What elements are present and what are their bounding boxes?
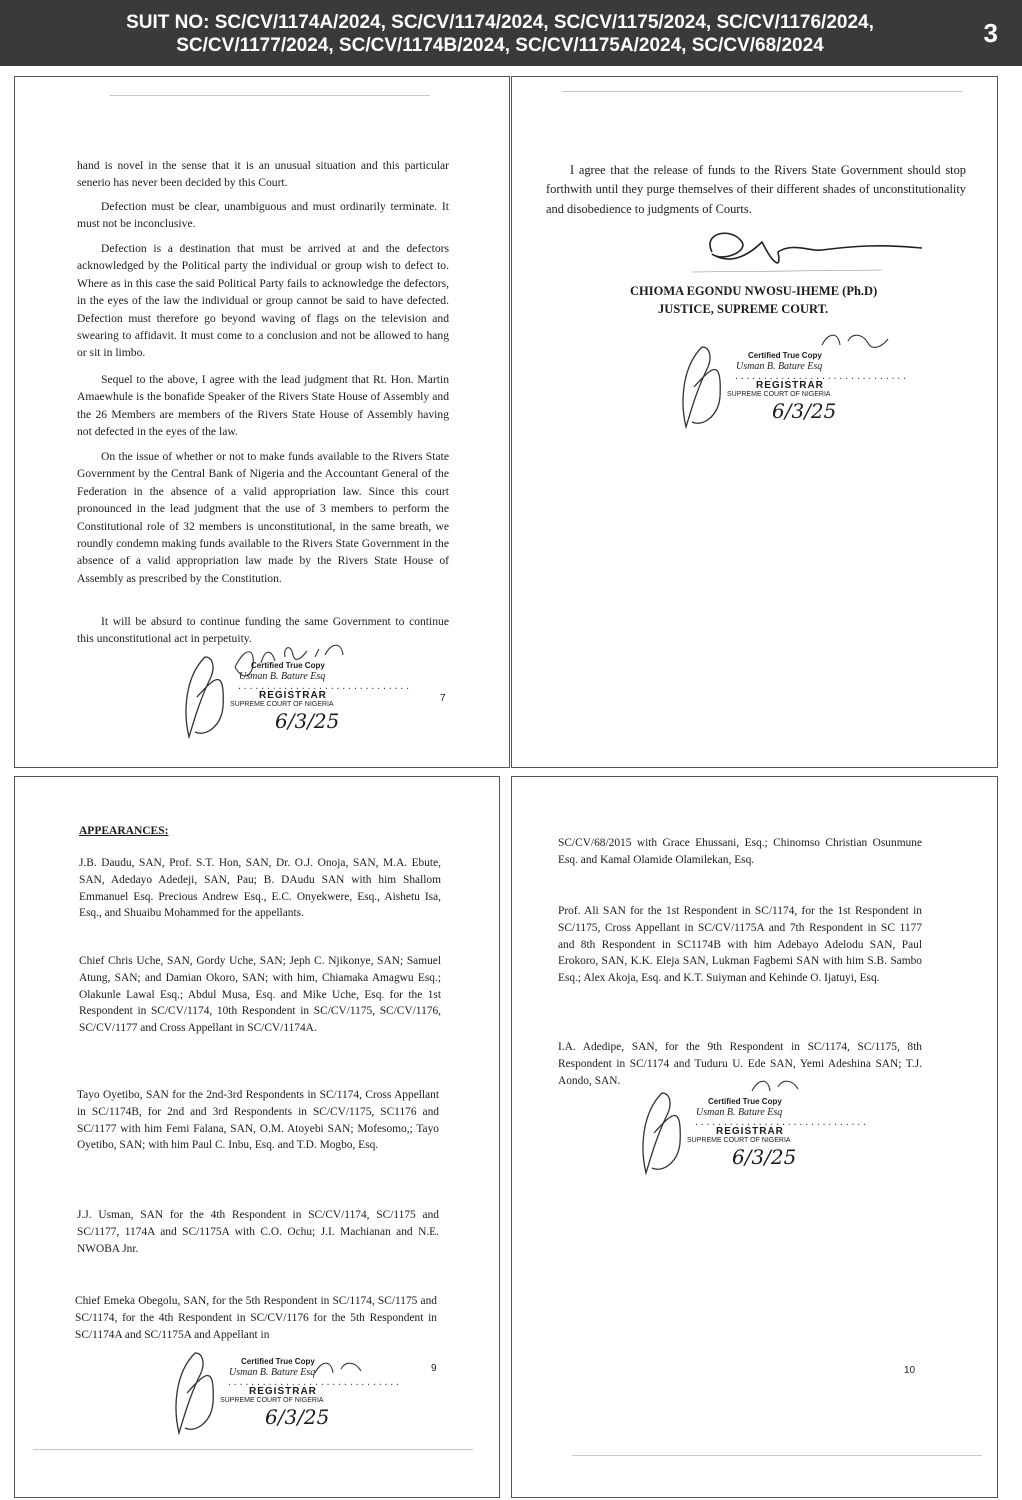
page-7-paragraph-2: Defection must be clear, unambiguous and must ordinarily terminate. It must not be inconclusive. xyxy=(77,200,449,231)
stamp-court-label: SUPREME COURT OF NIGERIA xyxy=(220,1397,324,1404)
appearance-block-2: Chief Chris Uche, SAN, Gordy Uche, SAN; Jeph C. Njikonye, SAN; Samuel Atung, SAN; and Damian Okoro, SAN; with him, Chiamaka Amagwu Esq.; Olakunle Lawal Esq.; Abdul Musa, Esq. and Mike Uche, Esq. for the 1st Respondent in SC/CV/1174, 10th Respondent in SC/CV/1175, SC/CV/1176, SC/CV/1177 and Cross Appellant in SC/CV/1174A. xyxy=(79,955,441,1035)
stamp-date: 6/3/25 xyxy=(275,709,340,733)
stamp-registrar-name: Usman B. Bature Esq xyxy=(736,361,823,372)
stamp-certified-label: Certified True Copy xyxy=(708,1097,782,1106)
appearance-block-3: Tayo Oyetibo, SAN for the 2nd-3rd Respondents in SC/1174, Cross Appellant in SC/1174B, for 2nd and 3rd Respondents in SC/CV/1175, SC1176 and SC/1177 with him Femi Falana, SAN, O.M. Atoyebi SAN; Mofesomo,; Tayo Oyetibo, SAN; with him Paul C. Inbu, Esq. and T.D. Mogbo, Esq. xyxy=(77,1089,439,1152)
page-7-paragraph-5: On the issue of whether or not to make funds available to the Rivers State Government by the Central Bank of Nigeria and the Accountant General of the Federation in the absence of a valid appropriation law. Since this court pronounced in the lead judgment that the use of 3 members to perform the Constitutional role of 32 members is unconstitutional, in the same breath, we roundly condemn making funds available to the Rivers State Government in the absence of a valid appropriation law made by the Rivers State House of Assembly as prescribed by the Constitution. xyxy=(77,450,449,585)
suit-number-banner xyxy=(0,0,1022,66)
page-10-bottom-rule xyxy=(572,1455,982,1456)
page-9-number: 9 xyxy=(431,1363,437,1374)
page-7-panel xyxy=(14,76,510,768)
stamp-date: 6/3/25 xyxy=(732,1145,797,1169)
stamp-date: 6/3/25 xyxy=(772,399,837,423)
stamp-dotted-line: .............................. xyxy=(694,1119,869,1128)
appearance-block-6: SC/CV/68/2015 with Grace Ehussani, Esq.; Chinomso Christian Osunmune Esq. and Kamal Olamide Olamilekan, Esq. xyxy=(558,837,922,866)
stamp-registrar-label: REGISTRAR xyxy=(259,690,327,701)
certified-true-copy-stamp xyxy=(165,1333,402,1448)
stamp-registrar-label: REGISTRAR xyxy=(716,1126,784,1137)
page-7-paragraph-1: hand is novel in the sense that it is an unusual situation and this particular senerio has never been decided by this Court. xyxy=(77,159,449,190)
page-8-panel xyxy=(511,76,998,768)
stamp-registrar-name: Usman B. Bature Esq xyxy=(696,1107,783,1118)
banner-page-number: 3 xyxy=(983,18,998,48)
appearance-block-8: I.A. Adedipe, SAN, for the 9th Respondent in SC/1174, SC/1175, 8th Respondent in SC/1174 and Tuduru U. Ede SAN, Yemi Adeshina SAN; T.J. Aondo, SAN. xyxy=(558,1041,922,1087)
stamp-dotted-line: .............................. xyxy=(227,1379,402,1388)
stamp-dotted-line: .............................. xyxy=(237,683,412,692)
stamp-court-label: SUPREME COURT OF NIGERIA xyxy=(687,1137,791,1144)
page-10-number: 10 xyxy=(904,1365,916,1376)
stamp-certified-label: Certified True Copy xyxy=(241,1357,315,1366)
judge-name: CHIOMA EGONDU NWOSU-IHEME (Ph.D) xyxy=(630,284,878,298)
page-9-bottom-rule xyxy=(33,1449,473,1450)
stamp-certified-label: Certified True Copy xyxy=(748,351,822,360)
page-7-number: 7 xyxy=(440,693,446,704)
judge-title: JUSTICE, SUPREME COURT. xyxy=(658,302,829,316)
page-7-paragraph-6: It will be absurd to continue funding the same Government to continue this unconstitutional act in perpetuity. xyxy=(77,615,449,646)
certified-true-copy-stamp xyxy=(632,1073,869,1188)
appearance-block-7: Prof. Ali SAN for the 1st Respondent in SC/1174, for the 1st Respondent in SC/1175, Cross Appellant in SC/CV/1175A and 7th Respondent in SC 1177 and 8th Respondent in SC1174B with him Adebayo Adelodu SAN, Paul Erokoro, SAN, K.K. Eleja SAN, Lukman Fagbemi SAN with him S.B. Sambo Esq.; Alex Akoja, Esq. and K.T. Suiyman and Kehinde O. Ijatuyi, Esq. xyxy=(558,905,922,985)
stamp-court-label: SUPREME COURT OF NIGERIA xyxy=(230,701,334,708)
appearance-block-4: J.J. Usman, SAN for the 4th Respondent in SC/CV/1174, SC/1175 and SC/1177, 1174A and SC/1175A with C.O. Ochu; J.I. Machianan and N.E. NWOBA Jnr. xyxy=(77,1209,439,1255)
stamp-court-label: SUPREME COURT OF NIGERIA xyxy=(727,391,831,398)
appearances-heading: APPEARANCES: xyxy=(79,825,169,837)
appearance-block-1: J.B. Daudu, SAN, Prof. S.T. Hon, SAN, Dr. O.J. Onoja, SAN, M.A. Ebute, SAN, Adedayo Adedeji, SAN, Pau; B. DAudu SAN with him Shallom Emmanuel Esq. Precious Andrew Esq., E.C. Onyekwere, Esq., Aishetu Isa, Esq., and Shuaibu Mohammed for the appellants. xyxy=(79,857,441,920)
appearance-block-5: Chief Emeka Obegolu, SAN, for the 5th Respondent in SC/1174, SC/1175 and SC/1174, for the 4th Respondent in SC/CV/1176 for the 5th Respondent in SC/1174A and SC/1175A and Appellant in xyxy=(75,1295,437,1341)
page-8-top-rule xyxy=(562,91,962,92)
stamp-registrar-label: REGISTRAR xyxy=(249,1386,317,1397)
banner-title xyxy=(40,11,960,57)
stamp-registrar-label: REGISTRAR xyxy=(756,380,824,391)
stamp-date: 6/3/25 xyxy=(265,1405,330,1429)
banner-line-1: SUIT NO: SC/CV/1174A/2024, SC/CV/1174/2024, SC/CV/1175/2024, SC/CV/1176/2024, xyxy=(126,12,874,33)
page-8-paragraph: I agree that the release of funds to the Rivers State Government should stop forthwith until they purge themselves of their different shades of unconstitutionality and disobedience to judgments of Courts. xyxy=(546,163,966,216)
stamp-dotted-line: .............................. xyxy=(734,373,909,382)
stamp-registrar-name: Usman B. Bature Esq xyxy=(239,671,326,682)
stamp-registrar-name: Usman B. Bature Esq xyxy=(229,1367,316,1378)
banner-line-2: SC/CV/1177/2024, SC/CV/1174B/2024, SC/CV/1175A/2024, SC/CV/68/2024 xyxy=(176,35,824,56)
page-9-panel xyxy=(14,776,500,1498)
justice-signature xyxy=(682,222,962,282)
page-10-panel xyxy=(511,776,998,1498)
certified-true-copy-stamp xyxy=(175,637,412,752)
page-7-paragraph-4: Sequel to the above, I agree with the lead judgment that Rt. Hon. Martin Amaewhule is the bonafide Speaker of the Rivers State House of Assembly and the 26 Members are members of the Rivers State House of Assembly having not defected in the eyes of the law. xyxy=(77,373,449,439)
page-7-paragraph-3: Defection is a destination that must be arrived at and the defectors acknowledged by the Political party the individual or group wish to defect to. Where as in this case the said Political Party fails to acknowledge the defectors, in the eyes of the law the individual or group cannot be said to have defected. Defection must therefore go beyond waving of flags on the television and swearing to affidavit. It must come to a conclusion and not be allowed to hang or sit in limbo. xyxy=(77,242,449,360)
page-7-top-rule xyxy=(110,95,430,96)
stamp-certified-label: Certified True Copy xyxy=(251,661,325,670)
certified-true-copy-stamp xyxy=(672,327,909,442)
